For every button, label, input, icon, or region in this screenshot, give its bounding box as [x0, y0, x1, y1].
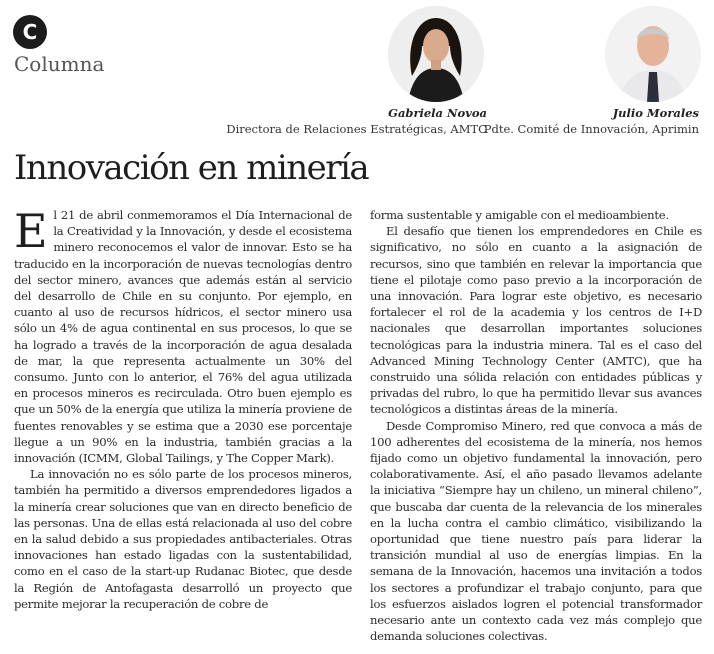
author-name: Gabriela Novoa: [388, 106, 487, 120]
author-photo-gabriela: [388, 6, 484, 102]
article-paragraph: [14, 204, 352, 466]
column-badge: C: [13, 15, 47, 49]
paragraph-text: l 21 de abril conmemoramos el Día Internacional de la Creatividad y la Innovación, y desde el ecosistema minero reconocemos el valor de innovar. Esto se ha traducido en la incorporación de nuevas tecnologías dentro del sector minero, avances que además están al servicio del desarrollo de Chile en su conjunto. Por ejemplo, en cuanto al uso de recursos hídricos, el sector minero usa sólo un 4% de agua continental en sus procesos, lo que se ha logrado a través de la incorporación de agua desalada de mar, la que representa actualmente un 30% del consumo. Junto con lo anterior, el 76% del agua utilizada en procesos mineros es recirculada. Otro buen ejemplo es que un 50% de la energía que utiliza la minería proviene de fuentes renovables y se estima que a 2030 ese porcentaje llegue a un 90% en la industria, también gracias a la innovación (ICMM, Global Tailings, y The Copper Mark).: [14, 208, 352, 466]
author-name: Julio Morales: [612, 106, 699, 120]
article-paragraph: forma sustentable y amigable con el medioambiente.: [370, 208, 669, 222]
article-paragraph: La innovación no es sólo parte de los procesos mineros, también ha permitido a diversos emprendedores ligados a la minería crear soluciones que van en directo beneficio de las personas. Una de ellas está relacionada al uso del cobre en la salud debido a sus propiedades antibacteriales. Otras innovaciones han estado ligadas con la sustentabilidad, como en el caso de la start-up Rudanac Biotec, que desde la Región de Antofagasta desarrolló un proyecto que permite mejorar la recuperación de cobre de: [14, 467, 352, 611]
article-column-left: [14, 204, 352, 612]
drop-cap: E: [14, 204, 48, 258]
article-paragraph: Desde Compromiso Minero, red que convoca a más de 100 adherentes del ecosistema de la minería, nos hemos fijado como un objetivo fundamental la innovación, pero colaborativamente. Así, el año pasado llevamos adelante la iniciativa “Siempre hay un chileno, un mineral chileno”, que buscaba dar cuenta de la relevancia de los minerales en la lucha contra el cambio climático, visibilizando la oportunidad que tiene nuestro país para liderar la transición mundial al uso de energías limpias. En la semana de la Innovación, hacemos una invitación a todos los sectores a profundizar el trabajo conjunto, para que los esfuerzos aislados logren el potencial transformador necesario ante un contexto cada vez más complejo que demanda soluciones colectivas.: [370, 418, 702, 644]
article-column-right: [370, 207, 702, 644]
author-photo-julio: [605, 6, 701, 102]
author-role: Directora de Relaciones Estratégicas, AMTC: [226, 122, 487, 136]
section-label: Columna: [14, 52, 105, 76]
author-role: Pdte. Comité de Innovación, Aprimin: [483, 122, 699, 136]
article-title: Innovación en minería: [14, 148, 369, 188]
article-paragraph: El desafío que tienen los emprendedores en Chile es significativo, no sólo en cuanto a la asignación de recursos, sino que también en relevar la importancia que tiene el pilotaje como paso previo a la incorporación de una innovación. Para lograr este objetivo, es necesario fortalecer el rol de la academia y los centros de I+D nacionales que desarrollan importantes soluciones tecnológicas para la industria minera. Tal es el caso del Advanced Mining Technology Center (AMTC), que ha construido una sólida relación con entidades públicas y privadas del rubro, lo que ha permitido llevar sus avances tecnológicos a distintas áreas de la minería.: [370, 224, 702, 417]
